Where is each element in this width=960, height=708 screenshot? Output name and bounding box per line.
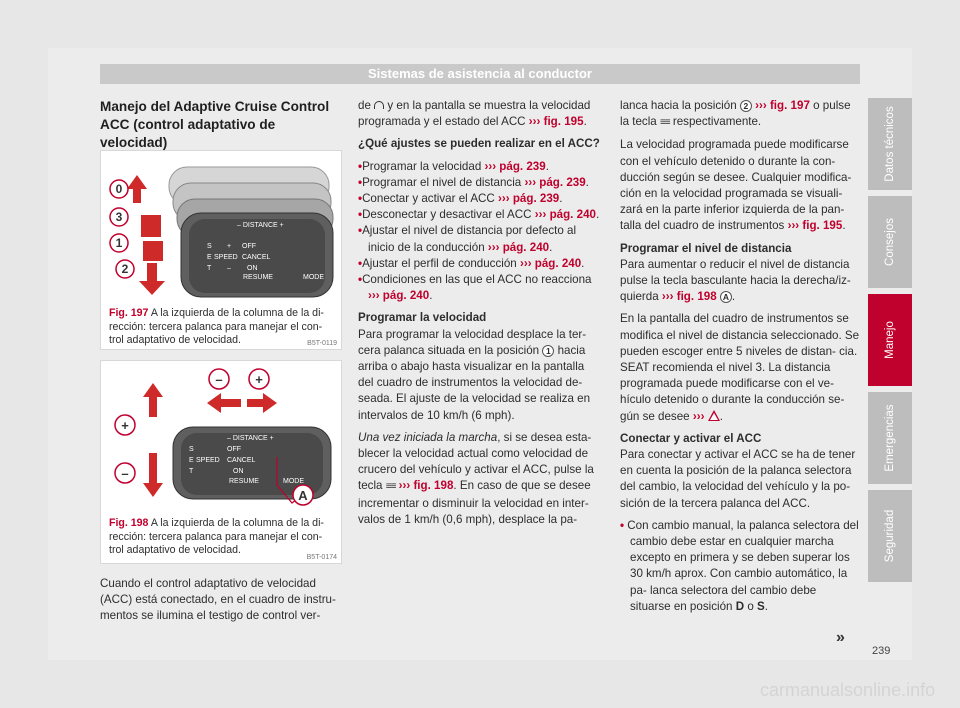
column-2	[358, 98, 602, 534]
list-item: • Ajustar el nivel de distancia por defecto al inicio de la conducción ››› pág. 240.	[358, 223, 602, 255]
text-run: y en la pantalla se muestra la velocidad programada y el estado del ACC	[358, 99, 591, 129]
tab-emergencias[interactable]	[868, 392, 912, 484]
arrow-up-icon	[143, 383, 163, 417]
paragraph-speed-2	[358, 430, 602, 528]
text-run: respectivamente.	[672, 115, 762, 129]
text-run: Con cambio manual, la palanca selectora del cambio debe estar en cualquier marcha excepto en primera y se deben superar los 30 km/h aprox. Con cambio automático, la pa- lanca selectora del cambio debe situarse en posición	[627, 518, 859, 613]
caption-text: A la izquierda de la columna de la di- rección: tercera palanca para manejar el con- trol adaptativo de velocidad.	[109, 307, 324, 346]
list-item-text: Ajustar el perfil de conducción	[362, 256, 520, 270]
paragraph-distance-2: En la pantalla del cuadro de instrumentos se modifica el nivel de distancia seleccionado. Se pueden escoger entre 5 niveles de distan- cia. SEAT recomienda el nivel 3. La distancia programada puede modificarse con el ve- hículo detenido o durante la conducción se- gún se desee ››› .	[620, 312, 860, 423]
lever-distance-label: – DISTANCE +	[237, 222, 284, 229]
gear-s-label: S	[757, 599, 765, 613]
list-item: • Desconectar y desactivar el ACC ››› pág. 240.	[358, 207, 602, 223]
paragraph-indicator: de y en la pantalla se muestra la velocidad programada y el estado del ACC ››› fig. 195.	[358, 99, 591, 129]
list-item-text: Conectar y activar el ACC	[362, 192, 499, 206]
section-title-line1: Manejo del Adaptive Cruise Control	[100, 99, 330, 114]
subheading-activate: Conectar y activar el ACC	[620, 431, 762, 445]
lever-distance-label: – DISTANCE +	[227, 435, 274, 442]
position-block-3-icon	[141, 215, 161, 237]
text-run: de	[358, 99, 371, 112]
lever-s-label: S	[207, 243, 212, 250]
arrow-up-icon	[127, 175, 147, 203]
callout-minus-left: –	[121, 466, 129, 481]
arrow-down-icon	[139, 263, 165, 295]
text-run: o pulse la tecla	[620, 99, 851, 129]
text-run: Para aumentar o reducir el nivel de distancia pulse la tecla basculante hacia la derecha/iz- quierda	[620, 257, 851, 304]
lever-plus-label: +	[227, 243, 232, 250]
list-item-text: Programar el nivel de distancia	[362, 175, 525, 189]
paragraph-lever	[620, 98, 860, 131]
figure-link[interactable]: ››› fig. 195	[787, 219, 843, 233]
figure-198	[100, 360, 342, 564]
list-item-text: Programar la velocidad	[362, 159, 485, 173]
figure-197-caption	[109, 307, 337, 348]
tab-label: Consejos	[884, 218, 896, 266]
page-number: 239	[872, 645, 891, 657]
figure-197	[100, 150, 342, 350]
figure-code: B5T-0174	[306, 554, 337, 561]
text-run: . En caso de que se desee incrementar o disminuir la velocidad en inter- valos de 1 km/h (0,6 mph), desplace la pa-	[358, 479, 591, 526]
text-run: En la pantalla del cuadro de instrumentos se modifica el nivel de distancia seleccionado. Se pueden escoger entre 5 niveles de distan- cia. SEAT recomienda el nivel 3. La distancia programada puede modificarse con el ve- hículo detenido o durante la conducción se- gún se desee	[620, 312, 860, 423]
column-3	[620, 98, 860, 615]
lever-speed-label: SPEED	[214, 254, 238, 261]
position-number-badge: 1	[542, 345, 554, 357]
callout-0: 0	[115, 182, 123, 196]
text-run: , si se desea esta- blecer la velocidad actual como velocidad de crucero del vehículo y activar el ACC, pulse la tecla	[358, 430, 594, 493]
page-link[interactable]: ››› pág. 240	[368, 289, 430, 303]
tab-seguridad[interactable]	[868, 490, 912, 582]
list-item: • Conectar y activar el ACC ››› pág. 239.	[358, 191, 602, 207]
set-key-icon: ≡≡	[385, 481, 396, 493]
section-title-line2: ACC (control adaptativo de velocidad)	[100, 117, 276, 150]
chapter-header: Sistemas de asistencia al conductor	[100, 64, 860, 84]
position-number-badge: 2	[740, 100, 752, 112]
intro-paragraph: Cuando el control adaptativo de velocidad (ACC) está conectado, en el cuadro de instru- mentos se ilumina el testigo de control ver-	[100, 577, 336, 623]
paragraph-modify: La velocidad programada puede modificarse con el vehículo detenido o durante la con- ducción según se desee. Cualquier modifica- ción en la velocidad programada se visuali- zará en la parte inferior izquierda de la pan- talla del cuadro de instrumentos ››› fig. 195.	[620, 138, 852, 233]
tab-label: Seguridad	[884, 509, 896, 563]
arrow-right-icon	[247, 393, 277, 413]
list-item: • Condiciones en las que el ACC no reacciona ››› pág. 240.	[358, 272, 602, 304]
list-item: • Programar la velocidad ››› pág. 239.	[358, 159, 602, 175]
callout-plus-top: +	[255, 372, 263, 387]
figure-198-caption	[109, 517, 337, 558]
callout-3: 3	[115, 210, 123, 224]
callout-minus-top: –	[215, 372, 223, 387]
callout-a-badge: A	[720, 291, 732, 303]
figure-197-image	[107, 155, 337, 301]
section-title	[100, 98, 342, 152]
list-item-text: Condiciones en las que el ACC no reacciona	[362, 273, 592, 287]
caption-text: A la izquierda de la columna de la di- rección: tercera palanca para manejar el con- trol adaptativo de velocidad.	[109, 517, 324, 556]
page-link[interactable]: ››› pág. 240	[534, 208, 596, 222]
callout-1: 1	[115, 236, 123, 250]
lever-mode-label: MODE	[283, 478, 304, 485]
page-link[interactable]: ››› pág. 240	[487, 240, 550, 254]
page-link[interactable]: ››› pág. 240	[519, 256, 582, 270]
tab-manejo[interactable]	[868, 294, 912, 386]
text-run: o	[747, 599, 754, 613]
figure-code: B5T-0119	[307, 340, 337, 347]
text-run: Para programar la velocidad desplace la ter- cera palanca situada en la posición	[358, 327, 587, 357]
list-item: • Ajustar el perfil de conducción ››› pág. 240.	[358, 256, 602, 272]
list-item: • Programar el nivel de distancia ››› pág. 239.	[358, 175, 602, 191]
figure-label: Fig. 198	[109, 517, 149, 529]
lever-on-label: ON	[233, 468, 244, 475]
set-key-icon: ≡≡	[659, 117, 670, 129]
subheading-question: ¿Qué ajustes se pueden realizar en el ACC?	[358, 137, 600, 151]
list-item-text: Ajustar el nivel de distancia por defecto al inicio de la conducción	[362, 224, 577, 254]
gear-d-label: D	[735, 599, 745, 613]
settings-list	[358, 159, 602, 305]
page-link[interactable]: ››› pág. 239	[524, 175, 586, 189]
arrow-left-icon	[207, 393, 241, 413]
list-item-text: Desconectar y desactivar el ACC	[362, 208, 535, 222]
lever-e-label: E	[189, 457, 194, 464]
subheading-distance: Programar el nivel de distancia	[620, 241, 792, 255]
callout-2: 2	[121, 262, 129, 276]
continue-marker: »	[836, 629, 845, 646]
figure-link[interactable]: ››› fig. 197	[755, 99, 810, 112]
warning-link[interactable]: ›››	[692, 409, 705, 423]
lever-off-label: OFF	[242, 243, 256, 250]
arrow-down-icon	[143, 453, 163, 497]
page-link[interactable]: ››› pág. 239	[498, 192, 560, 206]
text-run: lanca hacia la posición	[620, 99, 737, 112]
cruise-control-icon	[374, 101, 384, 109]
lever-t-label: T	[189, 468, 194, 475]
tab-label: Emergencias	[884, 404, 896, 472]
figure-link[interactable]: ››› fig. 195	[528, 115, 584, 129]
figure-link[interactable]: ››› fig. 198	[661, 290, 717, 304]
lever-e-label: E	[207, 254, 212, 261]
lever-off-label: OFF	[227, 446, 241, 453]
paragraph-distance-1: Para aumentar o reducir el nivel de distancia pulse la tecla basculante hacia la derecha/iz- quierda ››› fig. 198 A .	[620, 257, 851, 304]
lever-resume-label: RESUME	[243, 274, 273, 281]
tab-label: Datos técnicos	[884, 106, 896, 182]
lever-on-label: ON	[247, 265, 258, 272]
list-item: • Con cambio manual, la palanca selectora del cambio debe estar en cualquier marcha excepto en primera y se deben superar los 30 km/h aprox. Con cambio automático, la pa- lanca selectora del cambio debe situarse en posición D o S.	[620, 518, 860, 615]
watermark: carmanualsonline.info	[760, 680, 936, 700]
tab-datos-tecnicos[interactable]	[868, 98, 912, 190]
page-link[interactable]: ››› pág. 239	[484, 159, 546, 173]
text-run: La velocidad programada puede modificarse con el vehículo detenido o durante la con- ducción según se desee. Cualquier modifica- ción en la velocidad programada se visuali- zará en la parte inferior izquierda de la pan- talla del cuadro de instrumentos	[620, 138, 852, 233]
lever-s-label: S	[189, 446, 194, 453]
tab-label: Manejo	[884, 321, 896, 359]
paragraph-activate: Para conectar y activar el ACC se ha de tener en cuenta la posición de la palanca selectora del cambio, la velocidad del vehículo y la po- sición de la tercera palanca del ACC.	[620, 448, 856, 510]
lever-minus-label: –	[227, 265, 231, 272]
lever-speed-label: SPEED	[196, 457, 220, 464]
warning-icon	[708, 410, 720, 421]
lever-t-label: T	[207, 265, 212, 272]
callout-plus-left: +	[121, 418, 129, 433]
figure-198-image	[107, 365, 337, 511]
lever-cancel-label: CANCEL	[227, 457, 256, 464]
subheading-speed: Programar la velocidad	[358, 311, 487, 325]
figure-label: Fig. 197	[109, 307, 149, 319]
text-run: hacia arriba o abajo hasta visualizar en la pantalla del cuadro de instrumentos la velocidad de- seada. El ajuste de la velocidad se realiza en intervalos de 10 km/h (6 mph).	[358, 343, 591, 422]
lever-mode-label: MODE	[303, 274, 324, 281]
position-block-1-icon	[143, 241, 163, 261]
callout-a: A	[298, 488, 308, 503]
lever-cancel-label: CANCEL	[242, 254, 271, 261]
lever-resume-label: RESUME	[229, 478, 259, 485]
tab-consejos[interactable]	[868, 196, 912, 288]
paragraph-speed-1	[358, 327, 602, 424]
figure-link[interactable]: ››› fig. 198	[398, 479, 454, 493]
italic-text: Una vez iniciada la marcha	[358, 430, 498, 444]
